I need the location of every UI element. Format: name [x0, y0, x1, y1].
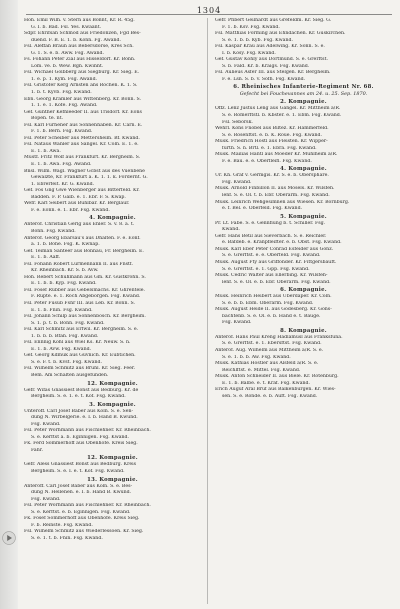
company-heading: 8. Kompagnie. — [280, 327, 327, 334]
entry-line: Fsl. Wichael Golbberg aus Siegburg. Kr. Sieg. E. — [24, 70, 140, 76]
entry-continuation: S. e. Grerftst. e. 1. Gpp. Fsg. Kwand. — [222, 266, 310, 272]
company-heading: 3. Kompagnie. — [89, 401, 136, 408]
entry-line: Fsl. Wilhelm Schmitz aus Wiederlessoen. Kr. Sieg. — [24, 529, 144, 535]
entry-line: Unteroff. Carl Josef Baber aus Köln. S. e. Sen- — [24, 408, 134, 414]
entry-continuation: E. 1. b. Aaff. — [31, 255, 61, 261]
entry-line: Fsl. Karl Fürhener aus Sonnenhaben. Kr. Carn. E. — [24, 122, 143, 128]
entry-line: Musk. August Fty aus Griffonder. Kr. Fittgersbauft. — [215, 259, 337, 265]
entry-line: Gef. Fos Gng Gwe Wienberger aus Bitterfeld. Kr. — [24, 188, 140, 194]
entry-continuation: F. Rupte. e. 1. Roch Abgebörgen. Fsg. Kwand. — [31, 294, 141, 300]
entry-continuation: S. e. Rosenftst. e. b. K. Roue. Fsg. Kwand. — [222, 132, 323, 138]
entry-continuation: E. 1. b. Fnin. Fsg. Kwand. — [31, 307, 93, 313]
entry-continuation: sen. S. e. Ronde. e. b. Auft. Fsg. Kwand. — [222, 393, 318, 399]
entry-line: Fsl. Peter Scheiber aus Mettersheim. Bf. Kwand. — [24, 135, 140, 141]
entry-line: Hoh. Rebert Schuhmann aus Gm. Kr. Gustkrohn. S. — [24, 274, 146, 280]
entry-line: Anterof. Georg Ebarsau's aus Dhalten. F. e. Eonf. — [24, 235, 141, 241]
header-rule — [26, 14, 392, 15]
entry-continuation: Bergheim. S. e. 1. e. t. Kof. Fsg. Kwand. — [31, 394, 126, 400]
entry-line: Fk. Fosef Sommerhoff aus Obenhofe. Kreis Sieg. — [24, 516, 140, 522]
entry-continuation: 1. Ebrerfeit. Kr. G. Kwand. — [31, 181, 95, 187]
entry-continuation: S. e. b. b. Ebm. Oberarm. Fsg. Kwand. — [222, 300, 314, 306]
company-heading: 5. Kompagnie. — [280, 213, 327, 220]
entry-continuation: Bopen. te. nt. — [31, 116, 64, 122]
entry-continuation: Fsl. Seborsk. — [222, 119, 253, 125]
entry-line: Gefr. Wifas Gnassiest Bonst aus Bedburg. Kr. de — [24, 387, 139, 393]
entry-line: Fsl. Matthias Förming aus Ehndachen. Kr. Guskirchen. — [215, 31, 346, 37]
section-heading: 12. Kompagnie. — [87, 380, 138, 387]
company-heading: 6. Kompagnie. — [280, 287, 327, 294]
company-heading: 4. Kompagnie. — [89, 215, 136, 222]
entry-line: Fsl. Wilhelm Schmitz aus Brühl. Kr. Sieg. Feer. — [24, 366, 136, 372]
entry-continuation: Kwand. — [222, 227, 240, 233]
company-heading: 2. Kompagnie. — [280, 99, 327, 106]
entry-continuation: E. 1. b. Awa. — [31, 148, 61, 154]
entry-line: Gef. Günther Kefhleeder II. aus Trisdorf. Kr. Eons — [24, 109, 142, 115]
entry-line: Musk. Anton Schneider II. aus Biele. Kr. Rotenburg. — [215, 374, 339, 380]
entry-line: Fsl. Peter Wörhmann aus Fischlehner. Kr. Rheinbach. — [24, 428, 151, 434]
entry-line: Musk. Kathias Hostler aus Alsfeld a/R. S. e. — [215, 361, 319, 367]
entry-continuation: dung N. Wirbelgerie. e. I. b. Hand B. Kwund. — [31, 415, 138, 421]
entry-line: Erich Auguf Aral Brüf aus Balkenburgen. Kr. Wies- — [215, 387, 336, 393]
entry-continuation: lenf. S. e. Ol. e. b. Ebr. Oberarm. Fsg. Kwand. — [222, 279, 331, 285]
entry-line: Fs. Fohann Peter Ziäl aus Hisseldorf. Kr. Bonn. — [24, 57, 136, 63]
section-heading: 6. Rheinisches Infanterie-Regiment Nr. 68. — [233, 84, 374, 91]
page-number: 1304 — [196, 6, 222, 15]
scan-edge — [0, 0, 18, 609]
entry-continuation: Fahr. — [31, 447, 43, 453]
play-arrow-icon[interactable] — [2, 531, 16, 545]
entry-continuation: F. 1. b. Ksv. Fsg. Kwand. — [222, 24, 280, 30]
entry-line: Musk. Karl Eber Peter Conrad Esfeider aus Gönz. — [215, 246, 334, 252]
company-heading: 13. Kompagnie. — [87, 476, 138, 483]
entry-line: Fsl. Fosef Rübber aus Gebelsmachs. Kr. Ghrentele. — [24, 287, 146, 293]
entry-line: Pr. Lt. Fabe. S. e. Gennfiung b. t. Schiller. Fsg. — [215, 220, 326, 226]
entry-continuation: 1. 1. e. 1. Kofe. Fsg. Awand. — [31, 103, 98, 109]
entry-line: Mustf. Fritz Wolf aus Frankfurt. Kr. Bergheim. S. — [24, 155, 141, 161]
entry-line: Fsl. Aleffan Braun aus Bebersdorse, Kres Sch. — [24, 44, 134, 50]
entry-continuation: S. e. 1. b. b. Kyb. Fsg. Kwand. — [222, 37, 293, 43]
entry-continuation: Kr. Rheinbach. Kr. S. b. Avw. — [31, 268, 99, 274]
entry-line: Fsl. Nataus Wanler aus Sangel. Kr. Cöln. E. 1. e. — [24, 142, 139, 148]
entry-line: Fsl. Ennnig Kohl aus Wiel Ks. Kr. Neuw. S. n. — [24, 340, 131, 346]
entry-continuation: Gewalzte, Kr. Frankfurt a. K. 1. 1. k. Fordernt. G. — [31, 175, 148, 181]
entry-line: Hoh. Emil Wilh. v. Stern aus Bonnt, Kr. R. 45g. — [24, 18, 135, 23]
entry-continuation: E. 1. b. Balbe. e. t. Kraf. Fsg. Kwand. — [222, 380, 310, 386]
entry-line: Sdpr. Ehrifsan Schmod aus Friedonzen, Fgd Bes- — [24, 31, 141, 37]
entry-continuation: 1. e. p. 1. Kym. Fsg. Awand. — [31, 76, 98, 82]
right-column — [215, 18, 392, 604]
entry-continuation: Bem. Am Schalten ausgefunden. — [31, 372, 109, 378]
entry-line: Wefr. Karl Seibert aus Bühlbar. Kr. Berglaur. — [24, 201, 130, 207]
entry-continuation: Fsg. Kwand. — [222, 179, 252, 185]
entry-line: Wehrl. Kons Fnobel aus Biltez. Kr. Hammerfeld. — [215, 126, 329, 132]
entry-line: Fsl. Peter Fusub Fshr III. aus Leb. Kr. Bonn. S. — [24, 300, 135, 306]
entry-line: Fsl. Peter Wörhmann aus Fischlehner. Kr. Rheinbach. — [24, 503, 151, 509]
section-heading: 12. Kompagnie. — [87, 455, 138, 462]
entry-continuation: S. e. 1. t. b. Fnin. Fsg. Kwand. — [31, 535, 103, 541]
entry-continuation: F. e. Eonn. e. 1. Ebr. Fsg. Kwand. — [31, 207, 110, 213]
entry-line: Musk. Cedric Walter aus Ellerbing. Kr. Wilsfeh- — [215, 273, 328, 279]
entry-continuation: dung N. Hellenen. e. I. b. Hand B. Kwund. — [31, 490, 132, 496]
entry-line: Fsl. Fohann Robert Lürmennann II. aus Fnstf. — [24, 261, 134, 267]
entry-line: Fk. Ferd Sommerhoff aus Obenhofe. Kreis Sieg. — [24, 441, 138, 447]
entry-continuation: S. e. Kerftst a. b. Eginnigen. Fsg. Kwand. — [31, 434, 130, 440]
entry-continuation: I. b. Kosy. Fsg. Kwand. — [222, 50, 276, 56]
entry-continuation: S. e. Grerftst. e. e. Oberfeld. Fsg. Kwand. — [222, 253, 321, 259]
entry-continuation: S. 1. p. t. b. Bonn. Fsg. Kwand. — [31, 320, 105, 326]
entry-continuation: S. e. 1. b. b. Aw. Fsg. Kwand. — [222, 354, 291, 360]
entry-line: Gefr. Hans Betil aus Sieverbach. S. e. Reichler. — [215, 233, 327, 239]
entry-continuation: Bonn. Fsg. Kwand. — [31, 228, 76, 234]
entry-continuation: E. 1. b. Awa. Fsg. Awand. — [31, 162, 92, 168]
entry-continuation: Lom. ve. b. Wew. Bgn. Kwinnt. — [31, 63, 104, 69]
entry-line: Gef. Georg Kdmuk aus Guvnich. Kr. Eubtichen. — [24, 353, 136, 359]
entry-continuation: fürth. S. n. Brtl. e. 1. Ebra. Fsg. Kwand. — [222, 145, 317, 151]
entry-line: Gefr. Pfibert Geilhardt aus Grefeldm. Kr. Sieg. G. — [215, 18, 332, 23]
entry-continuation: Reichlftst. e. Mittel. Fsg. Kwand. — [222, 367, 301, 373]
entry-line: Musk. Arnold Finbillon II. aus Mosels. Kr. Wilsfeh. — [215, 186, 335, 192]
entry-continuation: E. 1. b. b. Kyp. Fsg. Kwand. — [31, 281, 97, 287]
entry-line: Gefr. Aless Gnassiest Bonst aus Bedburg. Kreis — [24, 462, 136, 468]
left-column — [24, 18, 201, 604]
entry-continuation: duend. F. B. E. 1. b. Konn. Fg. Awand. — [31, 37, 122, 43]
entry-line: Musk. Heinrich Heibert aus Überdaper. Kr. Cöln. — [215, 294, 332, 300]
entry-line: Anterof. Hans Paul Kreng Hadlamusl aus Franksfuna. — [215, 334, 343, 340]
entry-continuation: bachtenb. S. e. Ol. e. b. Hand e. t. Bauge. — [222, 313, 321, 319]
entry-line: Fsl. Gristofer Kerg Arnsten ans Rochen. K. 1. S. — [24, 83, 138, 89]
entry-line: Fsl. Aulieus Asfer III. aus Stelgen. Kr. Bergheim. — [215, 70, 331, 76]
entry-continuation: S. e. Romerftstl. b. Kbster. e. 1. Ebm. Fsg. Kwand. — [222, 113, 342, 119]
entry-continuation: F. b. Reinste. Fsg. Kwand. — [31, 522, 93, 528]
entry-continuation: G. 1. S. e. b. Aww. Fsg. Awand. — [31, 50, 105, 56]
entry-line: Fsl. Johann Schilp aus Sonnenbosch. Kr. Bergheim. — [24, 314, 146, 320]
entry-line: Anterof. Christian Gerlg aus Ehler. S. v. 8. a. t. — [24, 222, 135, 228]
entry-continuation: a. 1. b. Böhe. Fsg. K. Kwnap. — [31, 242, 100, 248]
entry-line: Gef. Teiman Santeer aus Bonnau, Fr. Bergheim. E. — [24, 248, 144, 254]
battle-subheading: Gefecht bei Fouchevannes am 24. u. 25. Sep. 1870. — [239, 91, 368, 98]
entry-continuation: S. e. Grerftst. e. 1. Ebersftst. Fsg. Kwand. — [222, 341, 322, 347]
document-page — [18, 0, 400, 609]
entry-line: Musk. August Heide II. aus Godesberg. Kr. Gons- — [215, 307, 332, 313]
entry-continuation: e. Bafdeb. e. Kranpfleifter. e. b. Obst. Fsg. Kwand. — [222, 240, 342, 246]
company-heading: 4. Kompagnie. — [280, 166, 327, 173]
entry-line: Anteroff. Carl Josef Baber aus Köln. S. e. Bes- — [24, 483, 133, 489]
entry-continuation: e. f. Bel. e. Oberfeld. Fsg. Kwand. — [222, 206, 303, 212]
entry-continuation: S. b. Fald. Kr. b. Kraigs. Fsg. Kwand. — [222, 63, 310, 69]
column-divider — [207, 18, 208, 604]
entry-continuation: F. e. Lsn. S. b. v. Sofh. Fsg. Kwand. — [222, 76, 306, 82]
entry-continuation: G. I. b. Bad. Fsl. Yes. Kwaant. — [31, 24, 102, 30]
entry-continuation: Fsg. Kwand. — [222, 320, 252, 326]
entry-continuation: lenf. S. e. Ol. t. b. Ebr. Oberarm. Fsg. Kwand. — [222, 193, 330, 199]
entry-continuation: Badden. F. P. Galb. e. 1. Ebr. F. S. Kwap. — [31, 194, 126, 200]
entry-continuation: F. e. Bau. e. e. Oberfleifl. Fsg. Kwand. — [222, 158, 312, 164]
entry-continuation: 1. b. b. b. Bfan. Fsg. Kwand. — [31, 333, 99, 339]
entry-line: Musk. Mailias Hantl aus Moeder Kr. Mühlheim a/R. — [215, 152, 338, 158]
entry-line: Fsl. Karl Schmitz aus Erfwil. Kr. Bergheim. S. e. — [24, 327, 139, 333]
entry-line: Offz. Lenz Justus Leng aus Gangel. Kr. Mittheim a/R. — [215, 106, 341, 112]
entry-line: Anterof. Aug. Wilhelm aus Mittheim a/R. S. e. — [215, 347, 324, 353]
entry-continuation: Fsg. Kwand. — [31, 421, 61, 427]
entry-line: Musk. Friedrich Hostl aus Fleisten. Kr. Wipper- — [215, 139, 328, 145]
entry-continuation: F. 1. b. Bern. Fsg. Kwand. — [31, 129, 93, 135]
entry-continuation: Fsg. Kwand. — [31, 496, 61, 502]
entry-line: Gef. Gustav Kohly aus Dortmund. S. e. Grerftst. — [215, 57, 328, 63]
entry-continuation: E. 1. b. Avw. Fsg. Kwand. — [31, 346, 92, 352]
entry-continuation: S. e. Kerftst. e. b. Eginnigen. Fsg. Kwand. — [31, 509, 131, 515]
entry-continuation: S. e. F. t. b. Kvst. Fsg. Kwand. — [31, 359, 103, 365]
entry-line: Bnsl. Wilm. Wagl. Wagner Gcbst aus des Vuenbene — [24, 168, 145, 174]
entry-line: Musk. Leinrich Wehgesimnen aus Wiesen. Kr. Bornburg. — [215, 199, 350, 205]
entry-line: Ur. Kh. Graf v. Germgis. Kr. S. e. b. Obersphäre. — [215, 173, 329, 179]
entry-continuation: 1. b. t. Kyvb. Fsg. Kwand. — [31, 90, 92, 96]
entry-continuation: Bergheim. S. e. I. e. t. Kof. Fsg. Kwand. — [31, 469, 125, 474]
entry-line: Fsl. Kaspar Krau aus Adelwing. Kr. Sonn. S. e. — [215, 44, 325, 50]
entry-line: Ebn. Georg Kramler aus Wittenberg. Kr. Bonn. S. — [24, 96, 142, 102]
